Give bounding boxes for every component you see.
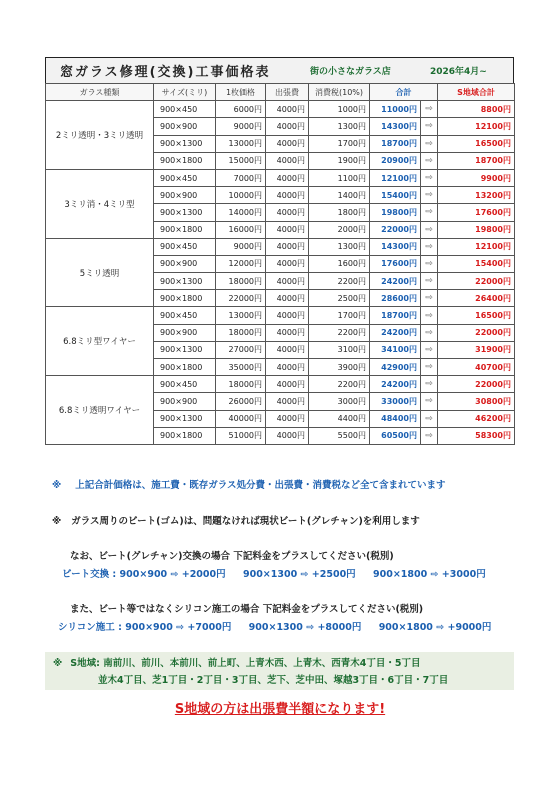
- note-mark: ※: [53, 658, 63, 669]
- s-area-total-cell: 17600円: [438, 204, 515, 221]
- silicone-label: シリコン施工 :: [58, 622, 122, 633]
- total-cell: 24200円: [370, 324, 421, 341]
- tax-cell: 3900円: [309, 359, 370, 376]
- size-cell: 900×1300: [154, 341, 216, 358]
- unit-price-cell: 13000円: [216, 135, 266, 152]
- trip-fee-cell: 4000円: [266, 169, 309, 186]
- s-area-total-cell: 19800円: [438, 221, 515, 238]
- arrow-icon: ⇨: [421, 255, 438, 272]
- s-area-total-cell: 31900円: [438, 341, 515, 358]
- unit-price-cell: 9000円: [216, 238, 266, 255]
- page-title: 窓ガラス修理(交換)工事価格表: [60, 65, 271, 80]
- col-header-s-area-total: S地域合計: [438, 84, 515, 101]
- s-area-total-cell: 40700円: [438, 359, 515, 376]
- trip-fee-cell: 4000円: [266, 341, 309, 358]
- unit-price-cell: 35000円: [216, 359, 266, 376]
- total-cell: 33000円: [370, 393, 421, 410]
- arrow-icon: ⇨: [421, 273, 438, 290]
- table-row: [46, 169, 515, 186]
- col-header-size: サイズ(ミリ): [154, 84, 216, 101]
- tax-cell: 4400円: [309, 410, 370, 427]
- size-cell: 900×900: [154, 255, 216, 272]
- total-cell: 24200円: [370, 273, 421, 290]
- arrow-icon: ⇨: [421, 101, 438, 118]
- size-cell: 900×1300: [154, 204, 216, 221]
- glass-type-cell: 5ミリ透明: [46, 238, 154, 307]
- tax-cell: 5500円: [309, 427, 370, 444]
- note-bead: [52, 513, 420, 527]
- tax-cell: 2200円: [309, 324, 370, 341]
- unit-price-cell: 27000円: [216, 341, 266, 358]
- unit-price-cell: 18000円: [216, 376, 266, 393]
- arrow-icon: ⇨: [421, 238, 438, 255]
- unit-price-cell: 18000円: [216, 273, 266, 290]
- trip-fee-cell: 4000円: [266, 204, 309, 221]
- tax-cell: 2200円: [309, 273, 370, 290]
- trip-fee-cell: 4000円: [266, 238, 309, 255]
- s-area-total-cell: 18700円: [438, 152, 515, 169]
- unit-price-cell: 16000円: [216, 221, 266, 238]
- trip-fee-cell: 4000円: [266, 101, 309, 118]
- trip-fee-cell: 4000円: [266, 427, 309, 444]
- trip-fee-cell: 4000円: [266, 324, 309, 341]
- arrow-icon: ⇨: [421, 187, 438, 204]
- arrow-icon: ⇨: [421, 152, 438, 169]
- s-area-total-cell: 9900円: [438, 169, 515, 186]
- total-cell: 42900円: [370, 359, 421, 376]
- s-area-total-cell: 12100円: [438, 118, 515, 135]
- size-cell: 900×1800: [154, 290, 216, 307]
- s-area-total-cell: 8800円: [438, 101, 515, 118]
- s-area-line-2: 並木4丁目、芝1丁目・2丁目・3丁目、芝下、芝中田、塚越3丁目・6丁目・7丁目: [98, 675, 449, 686]
- tax-cell: 2200円: [309, 376, 370, 393]
- s-area-total-cell: 26400円: [438, 290, 515, 307]
- size-cell: 900×900: [154, 324, 216, 341]
- unit-price-cell: 7000円: [216, 169, 266, 186]
- half-fee-text: S地域の方は出張費半額になります!: [174, 702, 386, 717]
- trip-fee-cell: 4000円: [266, 393, 309, 410]
- arrow-icon: ⇨: [421, 221, 438, 238]
- half-fee-notice: [0, 698, 560, 717]
- silicone-intro: また、ビート等ではなくシリコン施工の場合 下記料金をプラスしてください(税別): [70, 604, 424, 615]
- trip-fee-cell: 4000円: [266, 376, 309, 393]
- arrow-icon: ⇨: [421, 169, 438, 186]
- glass-type-cell: 2ミリ透明・3ミリ透明: [46, 101, 154, 170]
- tax-cell: 2000円: [309, 221, 370, 238]
- total-cell: 60500円: [370, 427, 421, 444]
- arrow-icon: ⇨: [421, 290, 438, 307]
- note-mark: ※: [52, 480, 62, 491]
- total-cell: 15400円: [370, 187, 421, 204]
- s-area-total-cell: 30800円: [438, 393, 515, 410]
- unit-price-cell: 12000円: [216, 255, 266, 272]
- s-area-total-cell: 46200円: [438, 410, 515, 427]
- silicone-option: 900×1800 ⇨ +9000円: [378, 622, 492, 633]
- silicone-options: [58, 619, 505, 633]
- size-cell: 900×450: [154, 169, 216, 186]
- tax-cell: 1300円: [309, 118, 370, 135]
- s-area-districts: 南前川、前川、本前川、前上町、上青木西、上青木、西青木4丁目・5丁目: [103, 658, 421, 669]
- tax-cell: 1300円: [309, 238, 370, 255]
- arrow-icon: ⇨: [421, 376, 438, 393]
- unit-price-cell: 14000円: [216, 204, 266, 221]
- table-row: [46, 238, 515, 255]
- s-area-total-cell: 22000円: [438, 273, 515, 290]
- arrow-icon: ⇨: [421, 359, 438, 376]
- note-text: 上記合計価格は、施工費・既存ガラス処分費・出張費・消費税など全て含まれています: [75, 480, 446, 491]
- size-cell: 900×1800: [154, 359, 216, 376]
- tax-cell: 1400円: [309, 187, 370, 204]
- note-all-inclusive: [52, 477, 445, 491]
- total-cell: 17600円: [370, 255, 421, 272]
- arrow-icon: ⇨: [421, 324, 438, 341]
- table-row: [46, 376, 515, 393]
- trip-fee-cell: 4000円: [266, 255, 309, 272]
- table-row: [46, 101, 515, 118]
- bead-option: 900×900 ⇨ +2000円: [119, 569, 226, 580]
- effective-date: 2026年4月~: [430, 67, 487, 77]
- table-body: [46, 101, 515, 445]
- trip-fee-cell: 4000円: [266, 221, 309, 238]
- tax-cell: 1700円: [309, 135, 370, 152]
- total-cell: 48400円: [370, 410, 421, 427]
- table-row: [46, 307, 515, 324]
- size-cell: 900×450: [154, 376, 216, 393]
- s-area-total-cell: 12100円: [438, 238, 515, 255]
- trip-fee-cell: 4000円: [266, 359, 309, 376]
- note-text: ガラス周りのビート(ゴム)は、問題なければ現状ビート(グレチャン)を利用します: [71, 516, 420, 527]
- arrow-icon: ⇨: [421, 341, 438, 358]
- trip-fee-cell: 4000円: [266, 118, 309, 135]
- size-cell: 900×900: [154, 187, 216, 204]
- bead-option: 900×1300 ⇨ +2500円: [242, 569, 356, 580]
- unit-price-cell: 10000円: [216, 187, 266, 204]
- unit-price-cell: 26000円: [216, 393, 266, 410]
- size-cell: 900×1300: [154, 410, 216, 427]
- trip-fee-cell: 4000円: [266, 152, 309, 169]
- silicone-option: 900×900 ⇨ +7000円: [125, 622, 232, 633]
- unit-price-cell: 6000円: [216, 101, 266, 118]
- unit-price-cell: 40000円: [216, 410, 266, 427]
- shop-name: 街の小さなガラス店: [310, 67, 391, 77]
- unit-price-cell: 18000円: [216, 324, 266, 341]
- tax-cell: 1600円: [309, 255, 370, 272]
- total-cell: 34100円: [370, 341, 421, 358]
- size-cell: 900×1800: [154, 221, 216, 238]
- silicone-option: 900×1300 ⇨ +8000円: [248, 622, 362, 633]
- s-area-total-cell: 15400円: [438, 255, 515, 272]
- tax-cell: 3000円: [309, 393, 370, 410]
- arrow-icon: ⇨: [421, 427, 438, 444]
- s-area-total-cell: 22000円: [438, 324, 515, 341]
- arrow-icon: ⇨: [421, 135, 438, 152]
- total-cell: 14300円: [370, 238, 421, 255]
- size-cell: 900×1800: [154, 152, 216, 169]
- unit-price-cell: 13000円: [216, 307, 266, 324]
- total-cell: 24200円: [370, 376, 421, 393]
- col-header-total: 合計: [370, 84, 438, 101]
- s-area-label: S地域:: [70, 658, 100, 669]
- size-cell: 900×1800: [154, 427, 216, 444]
- tax-cell: 2500円: [309, 290, 370, 307]
- total-cell: 19800円: [370, 204, 421, 221]
- glass-type-cell: 6.8ミリ透明ワイヤー: [46, 376, 154, 445]
- s-area-box: [45, 652, 514, 690]
- s-area-total-cell: 16500円: [438, 135, 515, 152]
- total-cell: 20900円: [370, 152, 421, 169]
- trip-fee-cell: 4000円: [266, 410, 309, 427]
- bead-option: 900×1800 ⇨ +3000円: [373, 569, 486, 580]
- tax-cell: 1800円: [309, 204, 370, 221]
- s-area-total-cell: 16500円: [438, 307, 515, 324]
- total-cell: 22000円: [370, 221, 421, 238]
- col-header-tax: 消費税(10%): [309, 84, 370, 101]
- size-cell: 900×450: [154, 238, 216, 255]
- s-area-total-cell: 22000円: [438, 376, 515, 393]
- arrow-icon: ⇨: [421, 393, 438, 410]
- price-sheet: [45, 57, 514, 445]
- arrow-icon: ⇨: [421, 118, 438, 135]
- trip-fee-cell: 4000円: [266, 135, 309, 152]
- bead-options: [62, 566, 500, 580]
- s-area-line-1: [53, 655, 506, 672]
- trip-fee-cell: 4000円: [266, 273, 309, 290]
- tax-cell: 3100円: [309, 341, 370, 358]
- total-cell: 18700円: [370, 135, 421, 152]
- tax-cell: 1000円: [309, 101, 370, 118]
- size-cell: 900×1300: [154, 273, 216, 290]
- tax-cell: 1100円: [309, 169, 370, 186]
- size-cell: 900×900: [154, 393, 216, 410]
- total-cell: 11000円: [370, 101, 421, 118]
- note-mark: ※: [52, 516, 62, 527]
- total-cell: 14300円: [370, 118, 421, 135]
- bead-label: ビート交換 :: [62, 569, 117, 580]
- table-header-row: [46, 84, 515, 101]
- unit-price-cell: 9000円: [216, 118, 266, 135]
- arrow-icon: ⇨: [421, 204, 438, 221]
- unit-price-cell: 15000円: [216, 152, 266, 169]
- trip-fee-cell: 4000円: [266, 307, 309, 324]
- col-header-glass-type: ガラス種類: [46, 84, 154, 101]
- trip-fee-cell: 4000円: [266, 290, 309, 307]
- col-header-trip-fee: 出張費: [266, 84, 309, 101]
- unit-price-cell: 22000円: [216, 290, 266, 307]
- total-cell: 18700円: [370, 307, 421, 324]
- s-area-total-cell: 58300円: [438, 427, 515, 444]
- unit-price-cell: 51000円: [216, 427, 266, 444]
- total-cell: 12100円: [370, 169, 421, 186]
- total-cell: 28600円: [370, 290, 421, 307]
- arrow-icon: ⇨: [421, 307, 438, 324]
- title-bar: [45, 57, 514, 83]
- tax-cell: 1900円: [309, 152, 370, 169]
- price-table: [45, 83, 515, 445]
- size-cell: 900×450: [154, 307, 216, 324]
- glass-type-cell: 6.8ミリ型ワイヤー: [46, 307, 154, 376]
- glass-type-cell: 3ミリ消・4ミリ型: [46, 169, 154, 238]
- trip-fee-cell: 4000円: [266, 187, 309, 204]
- col-header-unit-price: 1枚価格: [216, 84, 266, 101]
- size-cell: 900×900: [154, 118, 216, 135]
- bead-intro: なお、ビート(グレチャン)交換の場合 下記料金をプラスしてください(税別): [70, 551, 394, 562]
- size-cell: 900×450: [154, 101, 216, 118]
- s-area-total-cell: 13200円: [438, 187, 515, 204]
- size-cell: 900×1300: [154, 135, 216, 152]
- arrow-icon: ⇨: [421, 410, 438, 427]
- tax-cell: 1700円: [309, 307, 370, 324]
